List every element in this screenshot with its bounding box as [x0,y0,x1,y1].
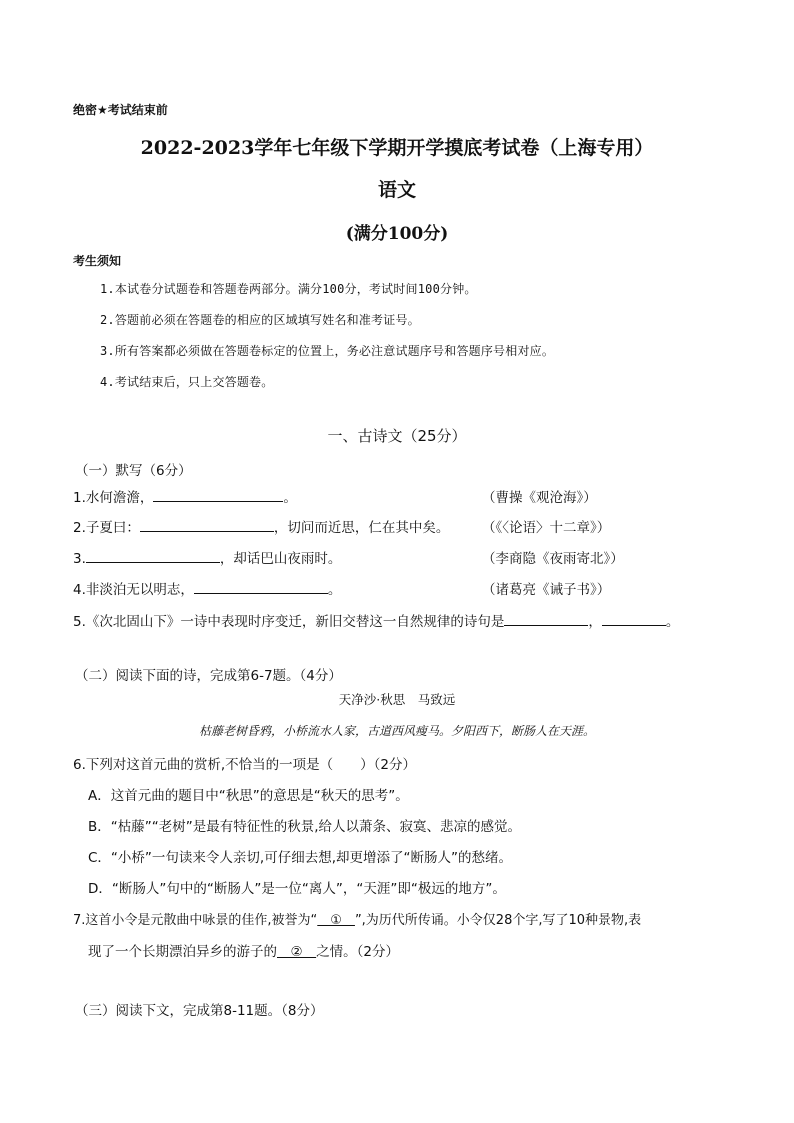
question-text: 。 [283,490,297,506]
full-score: (满分100分) [345,224,449,244]
notice-heading: 考生须知 [73,254,122,268]
poem-title: 天净沙·秋思 马致远 [338,692,456,707]
notice-item: 3.所有答案都必须做在答题卷标定的位置上，务必注意试题序号和答题序号相对应。 [100,344,555,358]
question-4 [73,578,341,598]
question-text: 5.《次北固山下》一诗中表现时序变迁，新旧交替这一自然规律的诗句是 [73,614,505,630]
notice-item: 4.考试结束后，只上交答题卷。 [100,375,274,389]
exam-title: 2022-2023学年七年级下学期开学摸底考试卷（上海专用） [140,137,654,159]
answer-blank[interactable] [140,518,274,532]
option-a: A．这首元曲的题目中“秋思”的意思是“秋天的思考”。 [88,788,409,804]
answer-blank-2[interactable]: ② [277,944,317,960]
question-2 [73,516,449,536]
question-text: ，却话巴山夜雨时。 [219,551,342,567]
question-6: 6.下列对这首元曲的赏析,不恰当的一项是（ ）（2分） [73,757,417,773]
question-text: 3. [73,551,86,567]
question-text: ， [588,614,602,630]
notice-item: 2.答题前必须在答题卷的相应的区域填写姓名和准考证号。 [100,313,420,327]
option-d: D．“断肠人”句中的“断肠人”是一位“离人”，“天涯”即“极远的地方”。 [88,881,506,897]
part2-heading: （二）阅读下面的诗，完成第6-7题。（4分） [75,668,342,684]
option-c: C．“小桥”一句读来令人亲切,可仔细去想,却更增添了“断肠人”的愁绪。 [88,850,512,866]
question-text: 之情。（2分） [316,944,399,960]
answer-blank[interactable] [504,612,588,626]
answer-blank-1[interactable]: ① [317,913,355,928]
confidential-label: 绝密★考试结束前 [73,103,168,117]
answer-blank[interactable] [194,580,328,594]
option-b: B．“枯藤”“老树”是最有特征性的秋景,给人以萧条、寂寞、悲凉的感觉。 [88,819,522,835]
subject-title: 语文 [377,179,416,201]
question-text: 4.非淡泊无以明志， [73,582,194,598]
answer-blank[interactable] [86,549,220,563]
question-text: 。 [665,614,680,630]
part3-heading: （三）阅读下文，完成第8-11题。（8分） [75,1003,324,1019]
section-title: 一、古诗文（25分） [327,427,467,445]
question-text: 。 [327,582,342,598]
question-7-line-1 [73,909,641,928]
answer-blank[interactable] [153,488,283,502]
poem-text: 枯藤老树昏鸦，小桥流水人家，古道西风瘦马。夕阳西下，断肠人在天涯。 [198,724,595,738]
question-text: 2.子夏曰： [73,520,140,536]
part1-heading: （一）默写（6分） [75,463,192,479]
question-1 [73,486,297,506]
question-3 [73,547,341,567]
question-5 [73,610,679,630]
notice-item: 1.本试卷分试题卷和答题卷两部分。满分100分，考试时间100分钟。 [100,282,477,296]
answer-blank[interactable] [602,612,666,626]
question-4-source: （诸葛亮《诫子书》） [482,582,611,598]
question-3-source: （李商隐《夜雨寄北》） [482,551,624,567]
question-1-source: （曹操《观沧海》） [482,490,597,506]
question-7-line-2 [88,940,399,960]
question-text: ”,为历代所传诵。小令仅28个字,写了10种景物,表 [354,913,642,928]
question-text: 1.水何澹澹， [73,490,154,506]
question-2-source: （《〈论语〉十二章》） [482,520,611,536]
question-text: 现了一个长期漂泊异乡的游子的 [88,944,277,960]
question-text: ，切问而近思，仁在其中矣。 [273,520,450,536]
question-text: 7.这首小令是元散曲中咏景的佳作,被誉为“ [73,913,318,928]
